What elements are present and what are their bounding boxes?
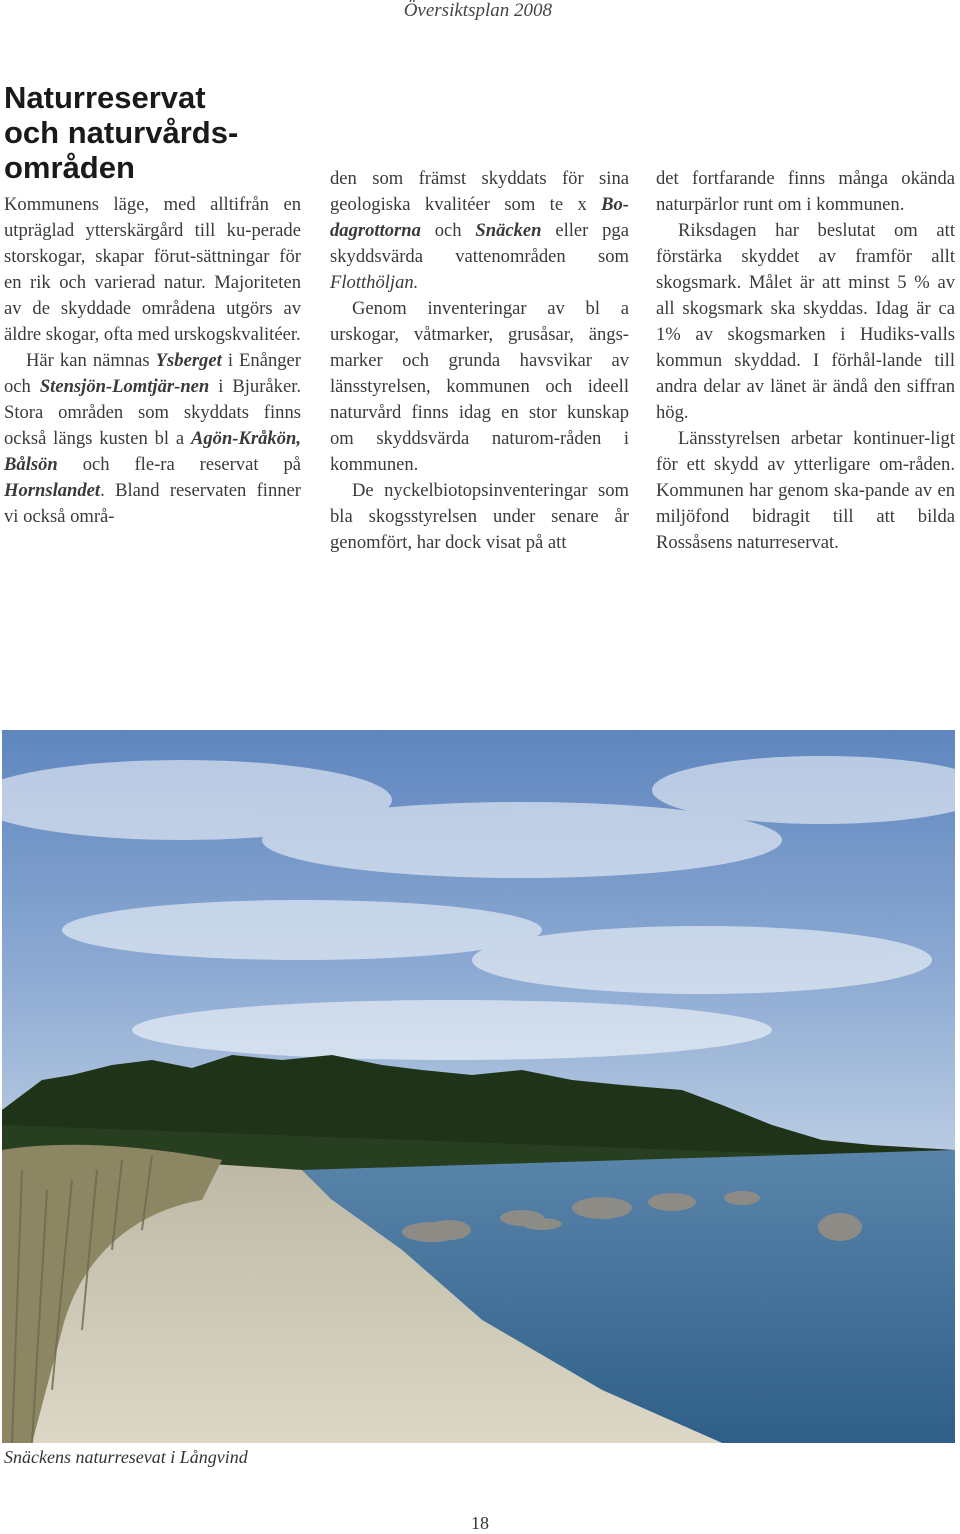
place-name-hornslandet: Hornslandet xyxy=(4,480,101,501)
text-run: och xyxy=(420,220,476,241)
text-run: Här kan nämnas xyxy=(26,350,156,371)
paragraph: Genom inventeringar av bl a urskogar, våtmarker, grusåsar, ängs- marker och grunda havsvikar av länsstyrelsen, kommunen och ideell naturvård finns idag en stor kunskap om skyddsvärda naturom-råden i kommunen. xyxy=(330,298,629,475)
text-run: den som främst skyddats för sina geologiska kvalitéer som te x xyxy=(330,168,629,215)
page-number: 18 xyxy=(471,1513,489,1533)
place-name-ysberget: Ysberget xyxy=(155,350,222,371)
text-run: . Bland reservaten finner vi också områ- xyxy=(4,480,301,527)
text-run: i Enånger och xyxy=(4,350,301,397)
paragraph: Kommunens läge, med alltifrån en utpräglad ytterskärgård till ku-perade storskogar, skapar förut-sättningar för en rik och varierad natur. Majoriteten av de skyddade områdena utgörs av äldre skogar, ofta med urskogskvalitéer. xyxy=(4,194,301,345)
place-name-flotthoeljan: Flotthöljan. xyxy=(330,272,419,293)
text-run: i Bjuråker. Stora områden som skyddats finns också längs kusten bl a xyxy=(4,376,302,449)
place-name-snacken: Snäcken xyxy=(475,220,542,241)
running-header: Översiktsplan 2008 xyxy=(403,0,552,21)
photo-caption: Snäckens naturresevat i Långvind xyxy=(4,1447,248,1467)
title-line-2: och naturvårds- xyxy=(4,115,239,150)
place-name-bodagrottorna: Bo-dagrottorna xyxy=(330,194,629,241)
paragraph: Länsstyrelsen arbetar kontinuer-ligt för ett skydd av ytterligare om-råden. Kommunen har genom ska-pande av en miljöfond bidragit till att bilda Rossåsens naturreservat. xyxy=(656,428,955,553)
paragraph: De nyckelbiotopsinventeringar som bla skogsstyrelsen under senare år genomfört, har dock visat på att xyxy=(330,480,629,553)
paragraph: det fortfarande finns många okända naturpärlor runt om i kommunen. xyxy=(656,168,955,215)
place-name-agon: Agön-Kråkön, Bålsön xyxy=(4,428,301,475)
title-line-3: områden xyxy=(4,150,135,185)
title-line-1: Naturreservat xyxy=(4,80,206,115)
place-name-stensjon: Stensjön-Lomtjär-nen xyxy=(39,376,210,397)
beach-photo-illustration xyxy=(2,730,955,1443)
text-run: eller pga skyddsvärda vattenområden som xyxy=(330,220,629,267)
text-run: och fle-ra reservat på xyxy=(57,454,301,475)
paragraph: Riksdagen har beslutat om att förstärka skyddet av framför allt skogsmark. Målet är att minst 5 % av all skogsmark ska skyddas. Idag är ca 1% av skogsmarken i Hudiks-valls kommun skyddad. I förhål-lande till andra delar av länet är ändå den siffran hög. xyxy=(656,220,955,423)
text-column-3 xyxy=(656,166,955,556)
beach-photo xyxy=(2,730,955,1443)
paragraph xyxy=(330,166,629,296)
text-column-1 xyxy=(4,192,301,530)
text-column-2 xyxy=(330,166,629,556)
paragraph xyxy=(4,348,301,530)
article-title xyxy=(4,80,324,185)
